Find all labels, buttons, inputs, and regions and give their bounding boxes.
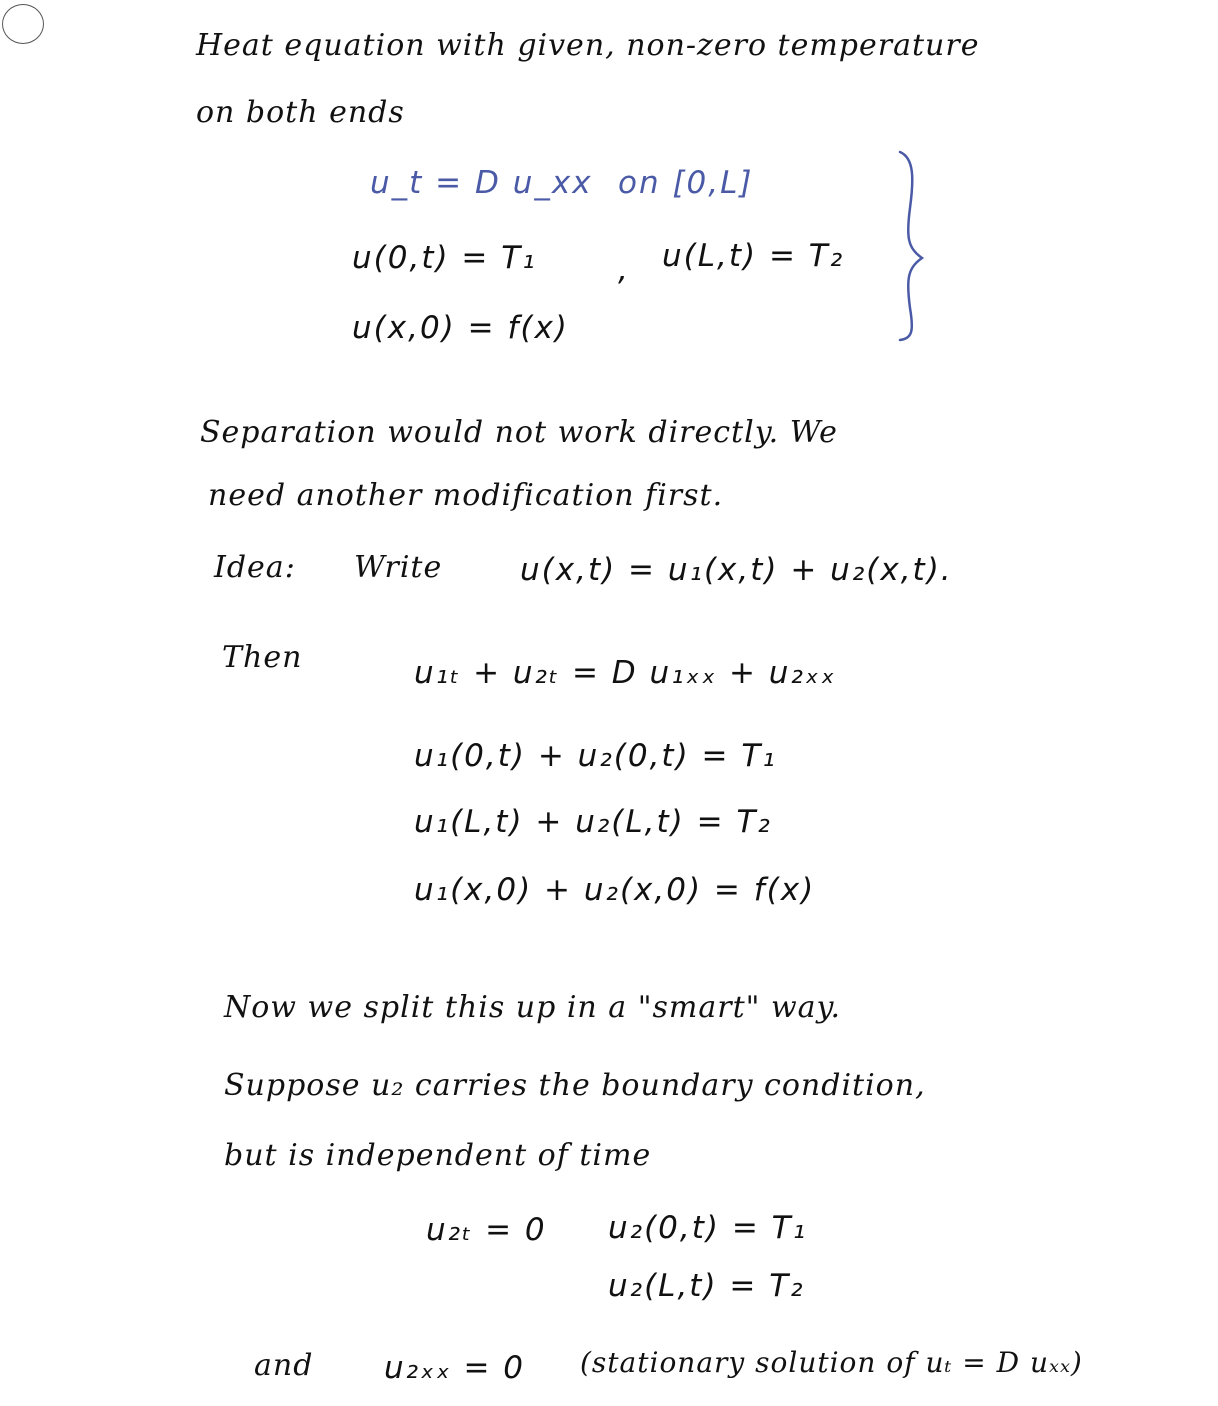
bc-left: u(0,t) = T₁: [352, 240, 537, 276]
then-eq-4: u₁(x,0) + u₂(x,0) = f(x): [414, 872, 816, 908]
final-note: (stationary solution of uₜ = D uₓₓ): [580, 1346, 1083, 1379]
initial-condition: u(x,0) = f(x): [352, 310, 569, 346]
final-equation: u₂ₓₓ = 0: [384, 1350, 525, 1386]
punch-hole: [2, 4, 44, 44]
pde-equation: u_t = D u_xx: [370, 165, 593, 201]
then-eq-2: u₁(0,t) + u₂(0,t) = T₁: [414, 738, 777, 774]
idea-text: Write: [354, 550, 443, 585]
then-eq-3: u₁(L,t) + u₂(L,t) = T₂: [414, 804, 772, 840]
brace-icon: [892, 148, 932, 344]
separation-line-1: Separation would not work directly. We: [200, 415, 838, 450]
split-line-1: Now we split this up in a "smart" way.: [224, 990, 842, 1025]
idea-label: Idea:: [214, 550, 296, 585]
u2-bc-1: u₂(0,t) = T₁: [608, 1210, 808, 1246]
bc-right: u(L,t) = T₂: [662, 238, 845, 274]
bc-separator: ,: [618, 252, 630, 288]
then-label: Then: [222, 640, 303, 675]
header-line-1: Heat equation with given, non-zero temperature: [196, 28, 980, 63]
separation-line-2: need another modification first.: [208, 478, 724, 513]
final-and: and: [254, 1348, 314, 1383]
then-eq-1: u₁ₜ + u₂ₜ = D u₁ₓₓ + u₂ₓₓ: [414, 655, 837, 691]
split-line-3: but is independent of time: [224, 1138, 652, 1173]
idea-formula: u(x,t) = u₁(x,t) + u₂(x,t).: [520, 552, 953, 588]
pde-domain: on [0,L]: [618, 165, 754, 201]
u2-time-eq: u₂ₜ = 0: [426, 1212, 547, 1248]
header-line-2: on both ends: [196, 95, 405, 130]
u2-bc-2: u₂(L,t) = T₂: [608, 1268, 805, 1304]
split-line-2: Suppose u₂ carries the boundary condition,: [224, 1068, 926, 1103]
